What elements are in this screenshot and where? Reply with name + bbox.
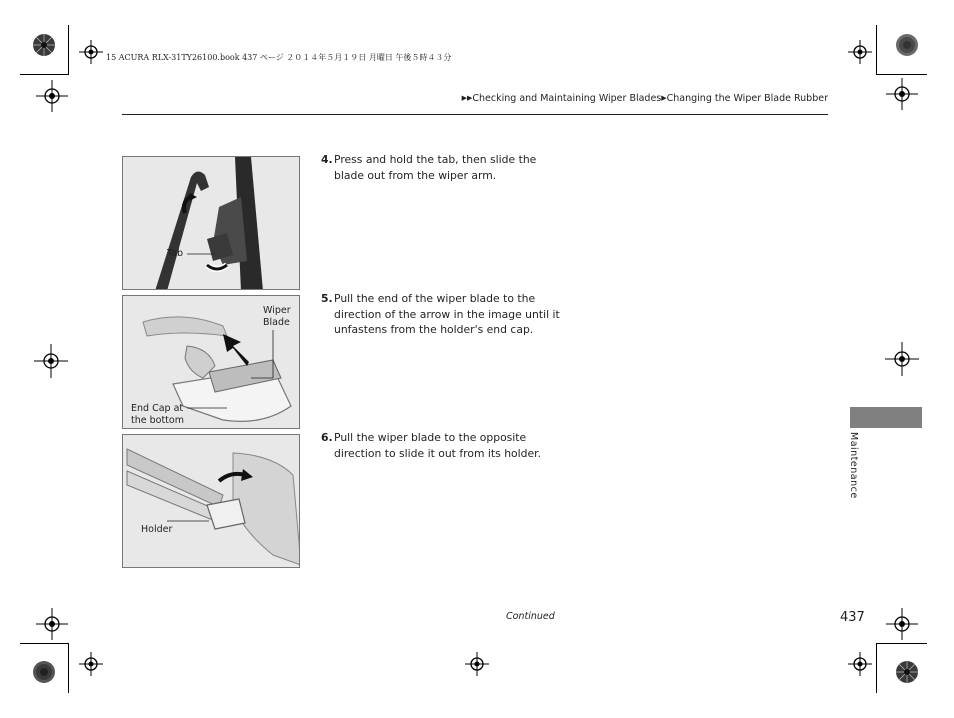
- figure-end-cap: [122, 295, 300, 429]
- crop-mark: [877, 643, 927, 644]
- step-text: Pull the wiper blade to the opposite: [334, 431, 527, 444]
- header-rule: [122, 114, 828, 115]
- registration-mark-icon: [36, 80, 68, 112]
- registration-mark-icon: [848, 652, 872, 676]
- section-label: Maintenance: [848, 432, 859, 499]
- step-number: 5.: [321, 292, 333, 305]
- callout-tab: Tab: [167, 248, 184, 259]
- step-text: Pull the end of the wiper blade to the: [334, 292, 536, 305]
- step-text: direction to slide it out from its holder.: [334, 446, 542, 460]
- wiper-arm-illustration: [123, 157, 300, 290]
- step-5: [321, 291, 561, 338]
- registration-mark-icon: [885, 342, 919, 376]
- registration-mark-icon: [848, 40, 872, 64]
- step-6: [321, 430, 561, 461]
- figure-holder: [122, 434, 300, 568]
- callout-end-cap-at: End Cap at: [131, 403, 184, 414]
- registration-mark-icon: [886, 608, 918, 640]
- breadcrumb-marker-icon: ▶▶: [461, 94, 473, 102]
- step-text: direction of the arrow in the image until it: [334, 307, 560, 321]
- print-header: 15 ACURA RLX-31TY26100.book 437 ページ ２０１４年５月１９日 月曜日 午後５時４３分: [106, 53, 452, 62]
- step-text: blade out from the wiper arm.: [334, 168, 497, 182]
- section-tab[interactable]: [850, 407, 922, 428]
- breadcrumb-separator-icon: ▶: [661, 94, 667, 102]
- figure-tab: [122, 156, 300, 290]
- registration-mark-icon: [886, 78, 918, 110]
- continued-label: Continued: [506, 611, 555, 622]
- holder-illustration: [123, 435, 300, 568]
- color-target-icon: [32, 33, 56, 57]
- color-target-icon: [895, 660, 919, 684]
- callout-holder: Holder: [141, 524, 173, 535]
- breadcrumb-parent[interactable]: Checking and Maintaining Wiper Blades: [472, 93, 662, 104]
- registration-mark-icon: [79, 652, 103, 676]
- breadcrumb-current: Changing the Wiper Blade Rubber: [666, 93, 828, 104]
- step-text: Press and hold the tab, then slide the: [334, 153, 537, 166]
- crop-mark: [20, 74, 68, 75]
- registration-mark-icon: [34, 344, 68, 378]
- crop-mark: [20, 643, 68, 644]
- step-number: 4.: [321, 153, 333, 166]
- crop-mark: [876, 643, 877, 693]
- callout-the-bottom: the bottom: [131, 415, 184, 426]
- breadcrumb: [462, 93, 828, 104]
- crop-mark: [876, 25, 877, 75]
- crop-mark: [68, 25, 69, 75]
- color-target-icon: [32, 660, 56, 684]
- registration-mark-icon: [36, 608, 68, 640]
- page-number: 437: [840, 610, 865, 625]
- step-number: 6.: [321, 431, 333, 444]
- registration-mark-icon: [465, 652, 489, 676]
- crop-mark: [877, 74, 927, 75]
- callout-blade: Blade: [263, 317, 290, 328]
- crop-mark: [68, 643, 69, 693]
- color-target-icon: [895, 33, 919, 57]
- registration-mark-icon: [79, 40, 103, 64]
- step-text: unfastens from the holder's end cap.: [334, 323, 534, 336]
- step-4: [321, 152, 561, 183]
- callout-wiper: Wiper: [263, 305, 291, 316]
